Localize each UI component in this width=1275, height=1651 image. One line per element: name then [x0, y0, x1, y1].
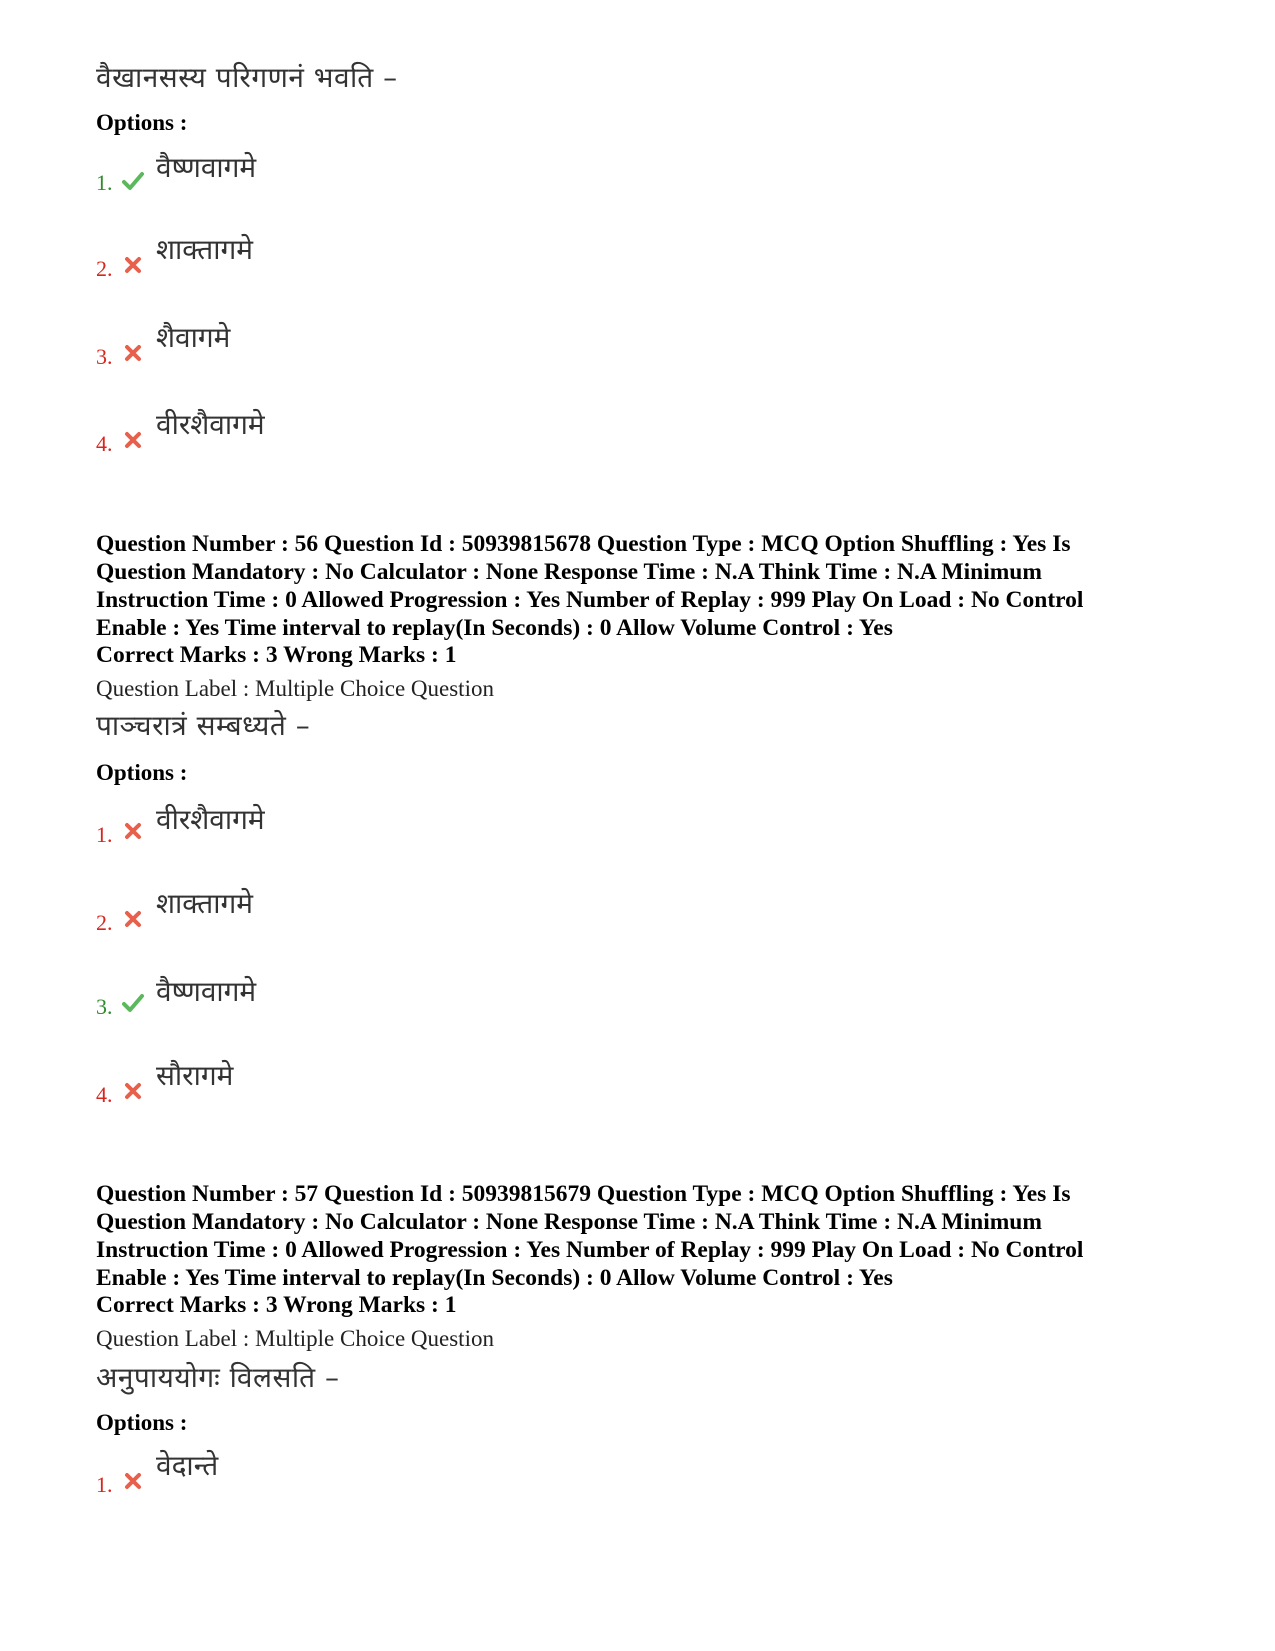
meta-line: Instruction Time : 0 Allowed Progression : Yes Number of Replay : 999 Play On Load : No Control [96, 587, 1084, 613]
option-text: शाक्तागमे [156, 233, 254, 266]
question-stem: अनुपाययोगः विलसति – [96, 1361, 340, 1394]
option-item [96, 1056, 496, 1106]
cross-icon [122, 342, 144, 364]
option-item [96, 148, 496, 198]
meta-line: Question Number : 56 Question Id : 50939815678 Question Type : MCQ Option Shuffling : Yes Is [96, 531, 1071, 557]
marks-line: Correct Marks : 3 Wrong Marks : 1 [96, 642, 457, 668]
option-item [96, 1446, 496, 1496]
question-meta [96, 530, 1186, 642]
option-number: 3. [96, 994, 113, 1019]
cross-icon [122, 429, 144, 451]
option-item [96, 318, 496, 368]
question-stem: वैखानसस्य परिगणनं भवति – [96, 61, 398, 94]
option-text: वीरशैवागमे [156, 803, 265, 836]
meta-line: Question Mandatory : No Calculator : None Response Time : N.A Think Time : N.A Minimum [96, 559, 1042, 585]
option-number: 3. [96, 344, 113, 369]
check-icon [122, 992, 144, 1014]
marks-line: Correct Marks : 3 Wrong Marks : 1 [96, 1292, 457, 1318]
option-number: 4. [96, 431, 113, 456]
option-item [96, 972, 496, 1022]
options-label: Options : [96, 110, 188, 135]
meta-line: Enable : Yes Time interval to replay(In Seconds) : 0 Allow Volume Control : Yes [96, 615, 893, 641]
cross-icon [122, 1470, 144, 1492]
option-number: 2. [96, 256, 113, 281]
option-text: वेदान्ते [156, 1449, 219, 1482]
option-number: 4. [96, 1082, 113, 1107]
option-text: सौरागमे [156, 1059, 234, 1092]
question-stem: पाञ्चरात्रं सम्बध्यते – [96, 709, 311, 742]
cross-icon [122, 1080, 144, 1102]
option-item [96, 884, 496, 934]
check-icon [122, 170, 144, 192]
question-meta [96, 1180, 1186, 1292]
option-number: 2. [96, 910, 113, 935]
meta-line: Enable : Yes Time interval to replay(In Seconds) : 0 Allow Volume Control : Yes [96, 1265, 893, 1291]
options-label: Options : [96, 760, 188, 785]
question-label: Question Label : Multiple Choice Question [96, 1326, 494, 1351]
option-text: वैष्णवागमे [156, 151, 257, 184]
option-text: वीरशैवागमे [156, 408, 265, 441]
option-number: 1. [96, 1472, 113, 1497]
option-item [96, 405, 496, 455]
meta-line: Question Number : 57 Question Id : 50939815679 Question Type : MCQ Option Shuffling : Yes Is [96, 1181, 1071, 1207]
option-number: 1. [96, 822, 113, 847]
question-label: Question Label : Multiple Choice Question [96, 676, 494, 701]
options-label: Options : [96, 1410, 188, 1435]
option-number: 1. [96, 170, 113, 195]
cross-icon [122, 908, 144, 930]
option-item [96, 800, 496, 850]
option-text: शैवागमे [156, 321, 231, 354]
meta-line: Question Mandatory : No Calculator : None Response Time : N.A Think Time : N.A Minimum [96, 1209, 1042, 1235]
option-text: वैष्णवागमे [156, 975, 257, 1008]
meta-line: Instruction Time : 0 Allowed Progression : Yes Number of Replay : 999 Play On Load : No Control [96, 1237, 1084, 1263]
cross-icon [122, 820, 144, 842]
option-text: शाक्तागमे [156, 887, 254, 920]
cross-icon [122, 254, 144, 276]
option-item [96, 230, 496, 280]
